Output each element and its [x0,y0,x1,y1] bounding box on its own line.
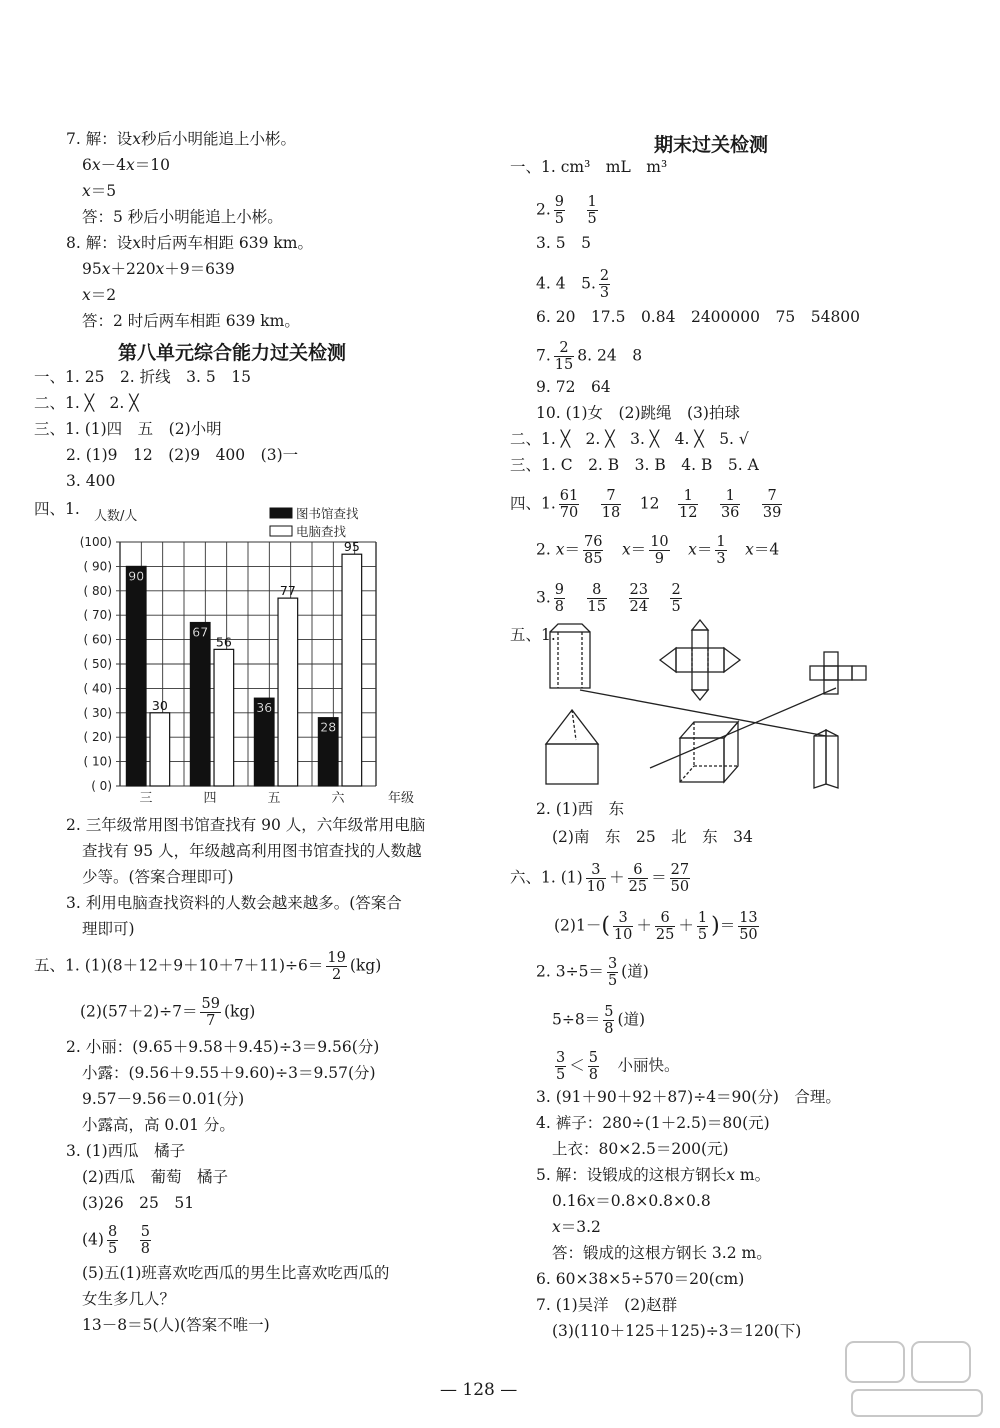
r25-line: 上衣：80×2.5＝200(元) [552,1140,729,1158]
s4-3-line1: 3. 利用电脑查找资料的人数会越来越多。(答案合 [66,894,402,912]
r20-line: 2. 3÷5＝ $\frac{3}{5}$ (道) [536,956,649,989]
r19-line: (2)1－( $\frac{3}{10}$ ＋ $\frac{6}{25}$ ＋ $\frac{1}{5}$ )＝ $\frac{13}{50}$ [554,910,758,943]
q8-line4: 答：2 时后两车相距 639 km。 [82,312,300,330]
s5-1b: (2)(57＋2)÷7＝ $\frac{59}{7}$ (kg) [80,996,256,1029]
q7-line1: 7. 解：设𝑥秒后小明能追上小彬。 [66,130,296,148]
s5-3-line1: 3. (1)西瓜 橘子 [66,1142,186,1160]
r22-line: $\frac{3}{5}$ ＜ $\frac{5}{8}$ 小丽快。 [556,1050,680,1083]
s4-3-line2: 理即可) [82,920,135,938]
triangular-prism-solid [814,730,838,788]
bar-value-label: 30 [151,697,168,713]
bar-library-四 [190,623,210,786]
r1-line: 一、1. cm³ mL m³ [510,158,668,176]
s4-label: 四、1. [34,500,80,518]
fraction: $\frac{19}{2}$ [327,950,346,983]
cylinder-net [550,624,590,688]
y-tick-label: ( 90) [83,559,112,574]
fraction: $\frac{23}{24}$ [629,582,648,615]
r6-line: 6. 20 17.5 0.84 2400000 75 54800 [536,308,861,326]
s3a-line: 三、1. (1)四 五 (2)小明 [34,420,222,438]
fraction: $\frac{7}{39}$ [762,488,782,521]
r16-label: 五、1. [510,626,556,644]
y-tick-label: ( 30) [83,705,112,720]
r18-line: 六、1. (1) $\frac{3}{10}$ ＋ $\frac{6}{25}$ ＝ $\frac{27}{50}$ [510,862,690,895]
q7-line4: 答：5 秒后小明能追上小彬。 [82,208,283,226]
y-tick-label: ( 60) [83,632,112,647]
s5-2-line2: 小露：(9.56＋9.55＋9.60)÷3＝9.57(分) [82,1064,376,1082]
s2-line: 二、1. ╳ 2. ╳ [34,394,139,412]
r29-line: 答：锻成的这根方钢长 3.2 m。 [552,1244,772,1262]
r14-line: 2. 𝑥＝ $\frac{76}{85}$ 𝑥＝ $\frac{10}{9}$ 𝑥＝ $\frac{1}{3}$ 𝑥＝4 [536,534,780,567]
r27-line: 0.16𝑥＝0.8×0.8×0.8 [552,1192,711,1210]
s4-2-line3: 少等。(答案合理即可) [82,868,234,886]
s5-2-line1: 2. 小丽：(9.65＋9.58＋9.45)÷3＝9.56(分) [66,1038,380,1056]
s5-3-5-line3: 13－8＝5(人)(答案不唯一) [82,1316,270,1334]
y-tick-label: ( 0) [91,779,112,793]
fraction: $\frac{9}{5}$ [554,194,565,227]
q7-line3: 𝑥＝5 [82,182,117,200]
bar-value-label: 28 [320,719,337,735]
bar-value-label: 77 [279,583,296,599]
fraction: $\frac{27}{50}$ [670,862,690,895]
fraction: $\frac{2}{15}$ [554,340,574,373]
fraction: $\frac{5}{8}$ [604,1004,614,1037]
fraction: $\frac{61}{70}$ [559,488,579,521]
fraction: $\frac{1}{5}$ [697,910,708,943]
fraction: $\frac{3}{10}$ [613,910,633,943]
r23-line: 3. (91＋90＋92＋87)÷4＝90(分) 合理。 [536,1088,841,1106]
page-number: — 128 — [440,1380,518,1400]
x-category-label: 四 [203,791,217,806]
r15-line: 3. $\frac{9}{8}$ $\frac{8}{15}$ $\frac{23}{24}$ $\frac{2}{5}$ [536,582,681,615]
r21-line: 5÷8＝ $\frac{5}{8}$ (道) [552,1004,646,1037]
bar-value-label: 56 [215,634,232,650]
bar-computer-四 [214,649,234,786]
r9-line: 9. 72 64 [536,378,611,396]
x-category-label: 六 [331,791,345,806]
y-axis-label: 人数/人 [94,509,138,524]
fraction: $\frac{9}{8}$ [554,582,565,615]
y-tick-label: ( 70) [83,608,112,623]
legend-label: 图书馆查找 [296,506,359,521]
cube-net [810,652,866,694]
s5-3-5-line2: 女生多几人？ [82,1290,176,1308]
r17a-line: 2. (1)西 东 [536,800,625,818]
r3-line: 3. 5 5 [536,234,591,252]
r28-line: 𝑥＝3.2 [552,1218,601,1236]
r32-line: (3)(110＋125＋125)÷3＝120(下) [552,1322,802,1340]
nets-solids-diagram [540,618,870,798]
s5-3-5-line1: (5)五(1)班喜欢吃西瓜的男生比喜欢吃西瓜的 [82,1264,390,1282]
bar-computer-六 [342,554,362,786]
r2-line: 2. $\frac{9}{5}$ $\frac{1}{5}$ [536,194,597,227]
r4-line: 4. 4 5. $\frac{2}{3}$ [536,268,610,301]
s4-2-line1: 2. 三年级常用图书馆查找有 90 人，六年级常用电脑 [66,816,426,834]
y-tick-label: ( 50) [83,657,112,671]
s5-3-4: (4) $\frac{8}{5}$ $\frac{5}{8}$ [82,1224,150,1257]
r30-line: 6. 60×38×5÷570＝20(cm) [536,1270,745,1288]
fraction: $\frac{8}{15}$ [587,582,606,615]
y-tick-label: ( 10) [83,754,112,769]
s3c-line: 3. 400 [66,472,116,490]
fraction: $\frac{1}{5}$ [587,194,597,227]
r26-line: 5. 解：设锻成的这根方钢长𝑥 m。 [536,1166,771,1184]
s5-2-line4: 小露高，高 0.01 分。 [82,1116,235,1134]
y-tick-label: ( 80) [83,583,112,598]
q7-line2: 6𝑥－4𝑥＝10 [82,156,170,174]
r17b-line: (2)南 东 25 北 东 34 [552,828,753,846]
fraction: $\frac{13}{50}$ [739,910,758,943]
fraction: $\frac{2}{5}$ [671,582,681,615]
bar-chart [70,498,415,810]
watermark-logo [842,1336,992,1420]
legend-swatch [270,508,292,518]
bar-value-label: 95 [343,539,360,555]
s1-line: 一、1. 25 2. 折线 3. 5 15 [34,368,251,386]
bar-value-label: 67 [192,624,209,640]
fraction: $\frac{3}{5}$ [556,1050,566,1083]
s5-1a-text: 五、1. (1)(8＋12＋9＋10＋7＋11)÷6＝ [34,956,324,975]
prism-net [660,620,740,700]
unit8-title: 第八单元综合能力过关检测 [118,342,347,364]
q8-line1: 8. 解：设𝑥时后两车相距 639 km。 [66,234,313,252]
legend-label: 电脑查找 [296,524,347,539]
y-tick-label: ( 20) [83,730,112,745]
bar-library-三 [126,566,146,786]
fraction: $\frac{76}{85}$ [583,534,603,567]
fraction: $\frac{3}{5}$ [607,956,618,989]
s5-2-line3: 9.57－9.56＝0.01(分) [82,1090,245,1108]
q8-line3: 𝑥＝2 [82,286,117,304]
fraction: $\frac{5}{8}$ [588,1050,598,1083]
bar-computer-三 [150,713,170,786]
r12-line: 三、1. C 2. B 3. B 4. B 5. A [510,456,759,474]
q8-line2: 95𝑥＋220𝑥＋9＝639 [82,260,235,278]
fraction: $\frac{2}{3}$ [599,268,610,301]
y-tick-label: ( 40) [83,681,112,696]
pyramid-on-cube [546,710,598,784]
legend-swatch [270,526,292,536]
s5-3-line3: (3)26 25 51 [82,1194,195,1212]
r7-line: 7. $\frac{2}{15}$ 8. 24 8 [536,340,643,373]
s4-2-line2: 查找有 95 人，年级越高利用图书馆查找的人数越 [82,842,422,860]
y-tick-label: (100) [79,535,112,549]
r31-line: 7. (1)吴洋 (2)赵群 [536,1296,678,1314]
fraction: $\frac{3}{10}$ [586,862,606,895]
fraction: $\frac{5}{8}$ [140,1224,150,1257]
fraction: $\frac{6}{25}$ [628,862,648,895]
fraction: $\frac{7}{18}$ [601,488,621,521]
r11-line: 二、1. ╳ 2. ╳ 3. ╳ 4. ╳ 5. √ [510,430,749,448]
fraction: $\frac{1}{12}$ [678,488,698,521]
r13-line: 四、1. $\frac{61}{70}$ $\frac{7}{18}$ 12 $\frac{1}{12}$ $\frac{1}{36}$ $\frac{7}{39}$ [510,488,782,521]
fraction: $\frac{6}{25}$ [655,910,675,943]
fraction: $\frac{10}{9}$ [650,534,669,567]
fraction: $\frac{8}{5}$ [107,1224,118,1257]
fraction: $\frac{59}{7}$ [201,996,220,1029]
s3b-line: 2. (1)9 12 (2)9 400 (3)一 [66,446,299,464]
bar-value-label: 90 [128,568,145,584]
bar-computer-五 [278,598,298,786]
s5-1a: 五、1. (1)(8＋12＋9＋10＋7＋11)÷6＝ $\frac{19}{2}$ (kg) [34,950,382,983]
x-axis-label: 年级 [388,791,415,806]
bar-value-label: 36 [256,700,273,716]
x-category-label: 三 [139,791,153,806]
final-test-title: 期末过关检测 [654,134,769,156]
x-category-label: 五 [267,791,281,806]
s5-3-line2: (2)西瓜 葡萄 橘子 [82,1168,228,1186]
r24-line: 4. 裤子：280÷(1＋2.5)＝80(元) [536,1114,770,1132]
fraction: $\frac{1}{36}$ [720,488,740,521]
fraction: $\frac{1}{3}$ [716,534,726,567]
r10-line: 10. (1)女 (2)跳绳 (3)拍球 [536,404,740,422]
